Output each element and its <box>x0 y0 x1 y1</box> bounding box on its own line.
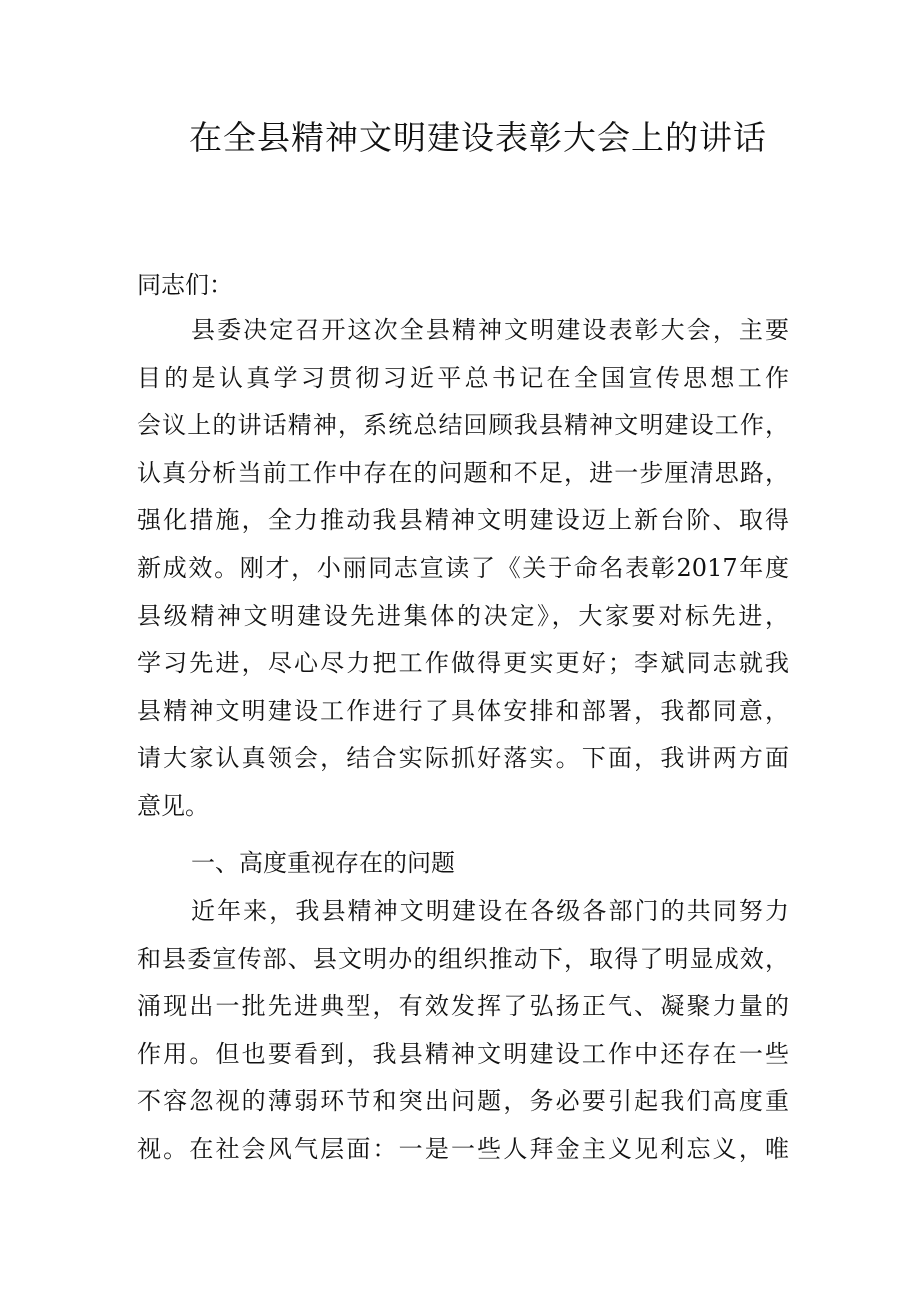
paragraph-line: 不容忽视的薄弱环节和突出问题，务必要引起我们高度重 <box>137 1087 789 1116</box>
paragraph-1 <box>137 307 789 831</box>
greeting: 同志们： <box>137 271 233 299</box>
paragraph-line: 县级精神文明建设先进集体的决定》，大家要对标先进， <box>137 601 789 630</box>
paragraph-line: 学习先进，尽心尽力把工作做得更实更好；李斌同志就我 <box>137 649 789 678</box>
paragraph-line: 县委决定召开这次全县精神文明建设表彰大会，主要 <box>191 316 789 344</box>
paragraph-line: 作用。但也要看到，我县精神文明建设工作中还存在一些 <box>137 1039 789 1068</box>
paragraph-line: 近年来，我县精神文明建设在各级各部门的共同努力 <box>191 897 789 925</box>
paragraph-line: 视。在社会风气层面：一是一些人拜金主义见利忘义，唯 <box>137 1134 789 1163</box>
document-title: 在全县精神文明建设表彰大会上的讲话 <box>189 118 767 157</box>
paragraph-line: 县精神文明建设工作进行了具体安排和部署，我都同意， <box>137 696 789 725</box>
paragraph-line: 会议上的讲话精神，系统总结回顾我县精神文明建设工作， <box>137 411 789 440</box>
paragraph-line: 意见。 <box>137 791 209 820</box>
paragraph-line: 涌现出一批先进典型，有效发挥了弘扬正气、凝聚力量的 <box>137 992 789 1021</box>
paragraph-2 <box>137 888 789 1174</box>
paragraph-line: 和县委宣传部、县文明办的组织推动下，取得了明显成效， <box>137 944 789 973</box>
paragraph-line: 认真分析当前工作中存在的问题和不足，进一步厘清思路， <box>137 458 789 487</box>
paragraph-line: 请大家认真领会，结合实际抓好落实。下面，我讲两方面 <box>137 744 789 773</box>
section-heading: 一、高度重视存在的问题 <box>191 849 455 877</box>
paragraph-line: 新成效。刚才，小丽同志宣读了《关于命名表彰2017年度 <box>137 553 789 582</box>
paragraph-line: 目的是认真学习贯彻习近平总书记在全国宣传思想工作 <box>137 363 789 392</box>
paragraph-line: 强化措施，全力推动我县精神文明建设迈上新台阶、取得 <box>137 506 789 535</box>
